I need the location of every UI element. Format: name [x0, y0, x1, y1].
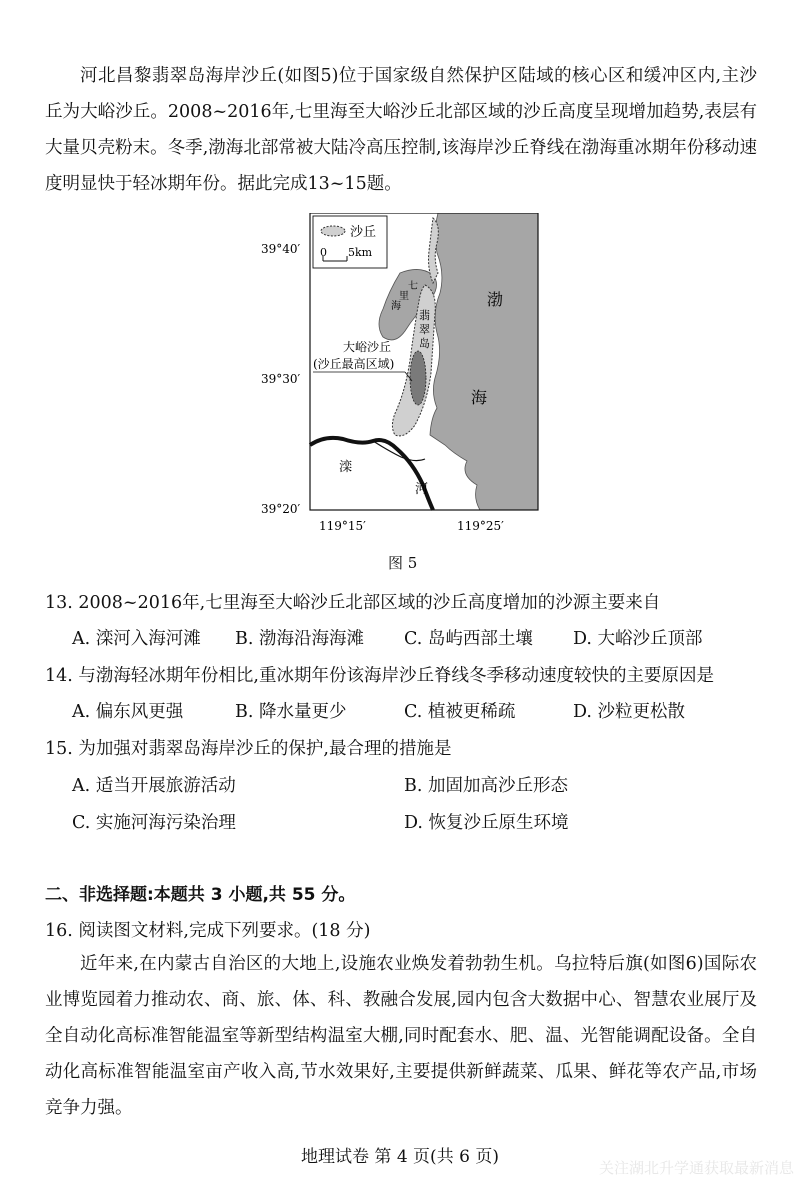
map-frame — [310, 213, 538, 510]
qilihai-label-2: 里 — [399, 291, 409, 302]
figure-caption: 图 5 — [388, 554, 418, 572]
question-15-stem: 15. 为加强对翡翠岛海岸沙丘的保护,最合理的措施是 — [45, 739, 452, 759]
qilihai-label-1: 七 — [408, 281, 418, 292]
page-footer: 地理试卷 第 4 页(共 6 页) — [301, 1147, 499, 1167]
legend-dune-icon — [321, 226, 345, 236]
feicui-label-1: 翡 — [419, 309, 430, 322]
lon-right: 119°25′ — [457, 519, 504, 533]
lat-mid: 39°30′ — [261, 372, 301, 386]
q13-option-a: A. 滦河入海河滩 — [72, 629, 201, 649]
q15-option-b: B. 加固加高沙丘形态 — [404, 776, 568, 796]
feicui-label-2: 翠 — [419, 323, 430, 336]
qilihai-label-3: 海 — [391, 301, 401, 312]
q15-option-d: D. 恢复沙丘原生环境 — [404, 813, 569, 833]
question-16-stem: 16. 阅读图文材料,完成下列要求。(18 分) — [45, 921, 371, 941]
sea-name-2: 海 — [471, 388, 488, 407]
scale-label: 5km — [348, 246, 373, 259]
q13-option-b: B. 渤海沿海海滩 — [235, 629, 364, 649]
q14-option-a: A. 偏东风更强 — [72, 702, 184, 722]
q15-option-a: A. 适当开展旅游活动 — [72, 776, 236, 796]
question-14-stem: 14. 与渤海轻冰期年份相比,重冰期年份该海岸沙丘脊线冬季移动速度较快的主要原因是 — [45, 666, 714, 686]
q13-option-c: C. 岛屿西部土壤 — [404, 629, 533, 649]
river-label-2: 河 — [415, 482, 429, 497]
feicui-label-3: 岛 — [419, 337, 430, 350]
q15-option-c: C. 实施河海污染治理 — [72, 813, 236, 833]
q14-option-c: C. 植被更稀疏 — [404, 702, 516, 722]
q14-option-b: B. 降水量更少 — [235, 702, 347, 722]
lon-left: 119°15′ — [319, 519, 366, 533]
question-16-material: 近年来,在内蒙古自治区的大地上,设施农业焕发着勃勃生机。乌拉特后旗(如图6)国际农业博览园着力推动农、商、旅、体、科、教融合发展,园内包含大数据中心、智慧农业展厅及全自动化高标准智能温室等新型结构温室大棚,同时配套水、肥、温、光智能调配设备。全自动化高标准智能温室亩产收入高,节水效果好,主要提供新鲜蔬菜、瓜果、鲜花等农产品,市场竞争力强。 — [45, 954, 757, 1118]
dayu-dune-core — [410, 351, 426, 405]
intro-paragraph: 河北昌黎翡翠岛海岸沙丘(如图5)位于国家级自然保护区陆域的核心区和缓冲区内,主沙丘为大峪沙丘。2008~2016年,七里海至大峪沙丘北部区域的沙丘高度呈现增加趋势,表层有大量贝壳粉末。冬季,渤海北部常被大陆冷高压控制,该海岸沙丘脊线在渤海重冰期年份移动速度明显快于轻冰期年份。据此完成13~15题。 — [45, 66, 757, 194]
question-13-stem: 13. 2008~2016年,七里海至大峪沙丘北部区域的沙丘高度增加的沙源主要来自 — [45, 593, 661, 613]
watermark: 关注湖北升学通获取最新消息 — [598, 1159, 794, 1177]
dune-label-2: (沙丘最高区域) — [313, 357, 395, 371]
q13-option-d: D. 大峪沙丘顶部 — [573, 629, 703, 649]
luan-river — [310, 438, 433, 510]
legend-box — [313, 216, 387, 268]
dune-label-1: 大峪沙丘 — [343, 340, 392, 354]
river-label-1: 滦 — [339, 460, 353, 475]
figure-5-map — [255, 213, 555, 533]
sea-name-1: 渤 — [487, 290, 504, 309]
lat-top: 39°40′ — [261, 242, 301, 256]
section-2-heading: 二、非选择题:本题共 3 小题,共 55 分。 — [45, 885, 356, 905]
bohai-sea — [430, 213, 538, 510]
q14-option-d: D. 沙粒更松散 — [573, 702, 686, 722]
scale-zero: 0 — [320, 246, 327, 259]
lat-bottom: 39°20′ — [261, 502, 301, 516]
legend-label: 沙丘 — [350, 225, 377, 240]
